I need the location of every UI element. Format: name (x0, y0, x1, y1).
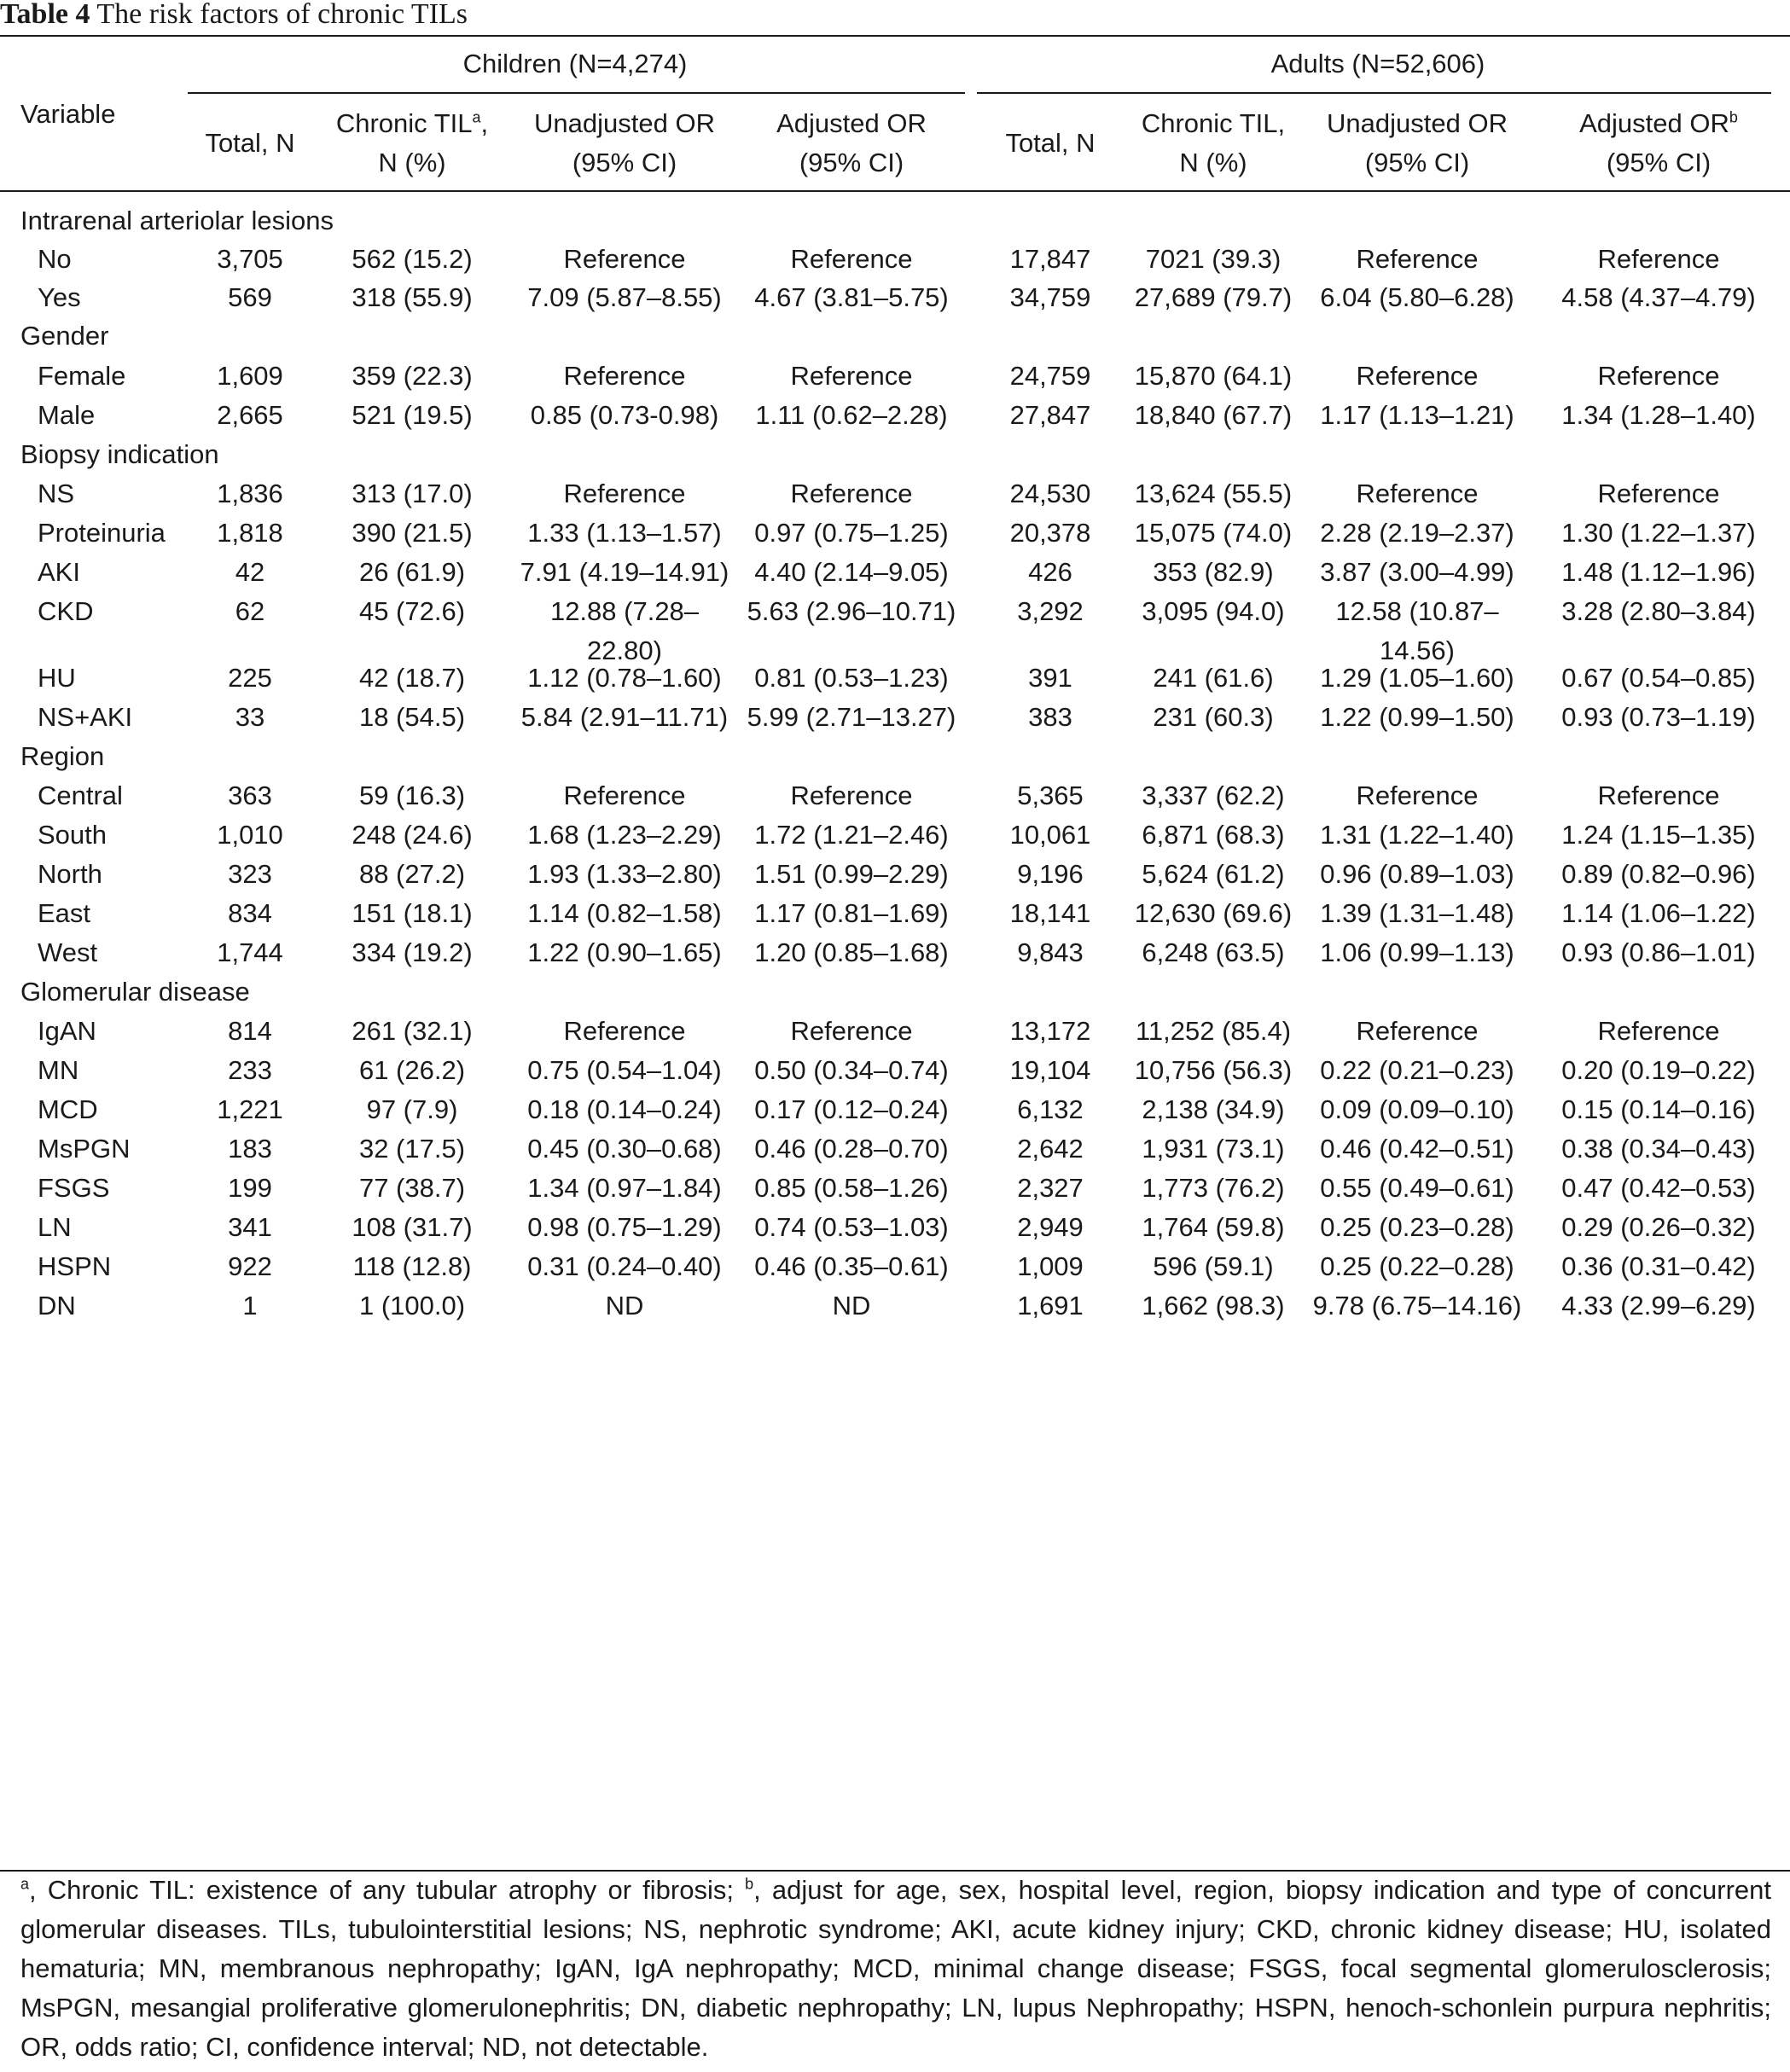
cell-a-unadj: 1.06 (0.99–1.13) (1320, 937, 1514, 967)
header-child-adj-ci: (95% CI) (799, 148, 904, 177)
cell-c-unadj: Reference (563, 1016, 686, 1046)
cell-c-adj: 0.17 (0.12–0.24) (754, 1094, 949, 1124)
cell-a-adj: 1.48 (1.12–1.96) (1561, 557, 1756, 587)
cell-c-total: 1 (242, 1291, 258, 1320)
cell-a-unadj: 6.04 (5.80–6.28) (1320, 282, 1514, 312)
cell-a-total: 383 (1028, 702, 1072, 732)
header-adult-adj (1579, 104, 1738, 143)
cell-c-chronic: 77 (38.7) (358, 1173, 466, 1203)
table-title: The risk factors of chronic TILs (96, 0, 468, 30)
cell-c-chronic: 521 (19.5) (352, 400, 473, 430)
cell-a-unadj: Reference (1356, 244, 1479, 274)
cell-c-total: 33 (235, 702, 265, 732)
cell-a-total: 3,292 (1017, 596, 1084, 626)
cell-c-adj: 0.74 (0.53–1.03) (754, 1212, 949, 1242)
cell-c-unadj: 0.45 (0.30–0.68) (527, 1134, 722, 1164)
row-label: East (38, 898, 91, 928)
cell-a-adj: 0.38 (0.34–0.43) (1561, 1134, 1756, 1164)
cell-a-unadj: 3.87 (3.00–4.99) (1320, 557, 1514, 587)
cell-c-total: 1,221 (217, 1094, 283, 1124)
cell-c-unadj: ND (605, 1291, 644, 1320)
header-adult-unadj-ci: (95% CI) (1364, 148, 1470, 177)
cell-c-chronic: 359 (22.3) (352, 361, 473, 391)
cell-c-unadj: 1.14 (0.82–1.58) (527, 898, 722, 928)
row-label: IgAN (38, 1016, 96, 1046)
footnote-part1: , Chronic TIL: existence of any tubular atrophy or fibrosis; (29, 1875, 746, 1905)
cell-a-adj: 0.67 (0.54–0.85) (1561, 663, 1756, 693)
cell-a-chronic: 241 (61.6) (1153, 663, 1274, 693)
cell-c-total: 341 (228, 1212, 272, 1242)
row-label: Central (38, 781, 123, 810)
cell-c-adj: 1.11 (0.62–2.28) (755, 400, 948, 430)
row-label: No (38, 244, 72, 274)
cell-a-total: 426 (1028, 557, 1072, 587)
cell-a-total: 10,061 (1009, 820, 1091, 850)
cell-a-adj: Reference (1597, 361, 1720, 391)
category-label: Region (20, 741, 105, 771)
footnote-sup-a: a (20, 1875, 30, 1893)
cell-a-unadj: Reference (1356, 479, 1479, 508)
cell-a-adj: 3.28 (2.80–3.84) (1561, 596, 1756, 626)
cell-c-total: 1,836 (217, 479, 283, 508)
cell-c-chronic: 42 (18.7) (358, 663, 466, 693)
cell-a-chronic: 18,840 (67.7) (1134, 400, 1293, 430)
cell-c-adj: 1.17 (0.81–1.69) (754, 898, 949, 928)
header-adult-chronic-unit: N (%) (1179, 148, 1247, 177)
cell-a-chronic: 13,624 (55.5) (1134, 479, 1293, 508)
cell-c-total: 363 (228, 781, 272, 810)
children-group-rule (188, 92, 965, 94)
cell-a-adj: 4.58 (4.37–4.79) (1561, 282, 1756, 312)
cell-c-chronic: 97 (7.9) (366, 1094, 458, 1124)
category-label: Intrarenal arteriolar lesions (20, 206, 334, 235)
cell-a-chronic: 1,662 (98.3) (1142, 1291, 1285, 1320)
cell-a-total: 24,759 (1009, 361, 1091, 391)
cell-c-unadj: Reference (563, 781, 686, 810)
header-adult-total: Total, N (1005, 128, 1096, 158)
cell-a-unadj: 1.22 (0.99–1.50) (1320, 702, 1514, 732)
row-label: HU (38, 663, 76, 693)
header-variable: Variable (20, 99, 116, 129)
cell-a-unadj: Reference (1356, 781, 1479, 810)
cell-a-total: 20,378 (1009, 518, 1091, 548)
cell-c-adj: 1.72 (1.21–2.46) (754, 820, 949, 850)
cell-a-adj: 4.33 (2.99–6.29) (1561, 1291, 1756, 1320)
cell-a-unadj: 1.31 (1.22–1.40) (1320, 820, 1514, 850)
cell-a-adj: 0.47 (0.42–0.53) (1561, 1173, 1756, 1203)
cell-a-chronic: 11,252 (85.4) (1135, 1016, 1292, 1046)
cell-a-unadj-cont: 14.56) (1380, 636, 1455, 665)
cell-a-chronic: 1,764 (59.8) (1142, 1212, 1285, 1242)
cell-c-chronic: 151 (18.1) (352, 898, 473, 928)
cell-c-unadj: 0.98 (0.75–1.29) (527, 1212, 722, 1242)
cell-c-adj: 0.81 (0.53–1.23) (754, 663, 949, 693)
row-label: HSPN (38, 1251, 112, 1281)
cell-c-chronic: 26 (61.9) (358, 557, 466, 587)
row-label: MCD (38, 1094, 98, 1124)
cell-c-chronic: 88 (27.2) (358, 859, 466, 889)
cell-c-unadj: 7.91 (4.19–14.91) (520, 557, 729, 587)
row-label: DN (38, 1291, 76, 1320)
cell-c-unadj: 1.68 (1.23–2.29) (527, 820, 722, 850)
cell-c-unadj: Reference (563, 479, 686, 508)
cell-c-adj: 0.50 (0.34–0.74) (754, 1055, 949, 1085)
cell-a-total: 391 (1028, 663, 1072, 693)
cell-c-adj: 4.67 (3.81–5.75) (754, 282, 949, 312)
cell-c-chronic: 1 (100.0) (358, 1291, 466, 1320)
cell-c-unadj: 12.88 (7.28– (549, 596, 700, 626)
adults-group-rule (977, 92, 1771, 94)
cell-a-total: 1,009 (1017, 1251, 1084, 1281)
footnote-marker-a: a (472, 108, 481, 126)
cell-c-adj: Reference (790, 479, 913, 508)
cell-c-unadj: 1.93 (1.33–2.80) (527, 859, 722, 889)
cell-a-chronic: 1,773 (76.2) (1142, 1173, 1285, 1203)
cell-c-chronic: 334 (19.2) (352, 937, 473, 967)
cell-a-total: 9,843 (1017, 937, 1084, 967)
cell-c-total: 323 (228, 859, 272, 889)
cell-c-adj: Reference (790, 244, 913, 274)
row-label: NS+AKI (38, 702, 133, 732)
cell-c-chronic: 118 (12.8) (352, 1251, 472, 1281)
cell-a-chronic: 353 (82.9) (1153, 557, 1274, 587)
cell-c-total: 814 (228, 1016, 272, 1046)
cell-a-total: 5,365 (1017, 781, 1084, 810)
header-adult-chronic: Chronic TIL, (1141, 108, 1286, 138)
cell-a-chronic: 6,248 (63.5) (1142, 937, 1285, 967)
cell-c-adj: Reference (790, 361, 913, 391)
cell-a-chronic: 7021 (39.3) (1145, 244, 1281, 274)
cell-a-chronic: 1,931 (73.1) (1142, 1134, 1285, 1164)
row-label: South (38, 820, 108, 850)
cell-c-chronic: 261 (32.1) (352, 1016, 473, 1046)
cell-c-total: 834 (228, 898, 272, 928)
cell-c-chronic: 32 (17.5) (358, 1134, 466, 1164)
header-child-chronic-tail: , (480, 108, 489, 138)
footnote-part2: , adjust for age, sex, hospital level, region, biopsy indication and type of concurrent glomerular diseases. TILs, tubulointerstitial lesions; NS, nephrotic syndrome; AKI, acute kidney injury; CKD, chronic kidney disease; HU, isolated hematuria; MN, membranous nephropathy; IgAN, IgA nephropathy; MCD, minimal change disease; FSGS, focal segmental glomerulosclerosis; MsPGN, mesangial proliferative glomerulonephritis; DN, diabetic nephropathy; LN, lupus Nephropathy; HSPN, henoch-schonlein purpura nephritis; OR, odds ratio; CI, confidence interval; ND, not detectable. (20, 1875, 1771, 2062)
cell-c-unadj: Reference (563, 361, 686, 391)
cell-a-adj: 0.20 (0.19–0.22) (1561, 1055, 1756, 1085)
cell-c-adj: 4.40 (2.14–9.05) (754, 557, 949, 587)
cell-a-chronic: 6,871 (68.3) (1142, 820, 1285, 850)
cell-c-adj: Reference (790, 781, 913, 810)
cell-a-adj: 0.89 (0.82–0.96) (1561, 859, 1756, 889)
cell-a-total: 2,642 (1017, 1134, 1084, 1164)
cell-a-chronic: 15,075 (74.0) (1134, 518, 1293, 548)
cell-c-adj: 0.97 (0.75–1.25) (754, 518, 949, 548)
cell-c-total: 42 (235, 557, 265, 587)
header-child-chronic (336, 104, 488, 143)
row-label: Male (38, 400, 96, 430)
cell-a-total: 1,691 (1017, 1291, 1084, 1320)
cell-c-adj: 0.46 (0.35–0.61) (754, 1251, 949, 1281)
category-label: Gender (20, 321, 109, 351)
cell-c-total: 199 (228, 1173, 272, 1203)
row-label: Yes (38, 282, 81, 312)
cell-a-chronic: 231 (60.3) (1153, 702, 1274, 732)
cell-c-adj: 0.46 (0.28–0.70) (754, 1134, 949, 1164)
cell-c-total: 183 (228, 1134, 272, 1164)
cell-a-adj: 0.93 (0.86–1.01) (1561, 937, 1756, 967)
cell-c-unadj-cont: 22.80) (587, 636, 662, 665)
header-child-chronic-unit: N (%) (378, 148, 446, 177)
header-child-chronic-text: Chronic TIL (335, 108, 473, 138)
cell-a-unadj: Reference (1356, 1016, 1479, 1046)
cell-a-unadj: 0.22 (0.21–0.23) (1320, 1055, 1514, 1085)
cell-a-total: 18,141 (1009, 898, 1091, 928)
cell-a-unadj: 1.39 (1.31–1.48) (1320, 898, 1514, 928)
cell-c-total: 1,818 (217, 518, 283, 548)
cell-c-unadj: 0.31 (0.24–0.40) (527, 1251, 722, 1281)
cell-c-unadj: 1.12 (0.78–1.60) (527, 663, 722, 693)
cell-c-chronic: 248 (24.6) (352, 820, 473, 850)
cell-a-unadj: 0.25 (0.23–0.28) (1320, 1212, 1514, 1242)
cell-c-chronic: 61 (26.2) (358, 1055, 466, 1085)
cell-a-adj: Reference (1597, 781, 1720, 810)
cell-a-chronic: 3,095 (94.0) (1142, 596, 1285, 626)
header-adult-unadj: Unadjusted OR (1327, 108, 1508, 138)
cell-a-adj: 0.29 (0.26–0.32) (1561, 1212, 1756, 1242)
cell-a-adj: 1.24 (1.15–1.35) (1561, 820, 1756, 850)
cell-a-total: 13,172 (1009, 1016, 1091, 1046)
cell-a-adj: 1.14 (1.06–1.22) (1561, 898, 1756, 928)
cell-c-unadj: 7.09 (5.87–8.55) (527, 282, 722, 312)
top-rule (0, 35, 1790, 37)
category-label: Biopsy indication (20, 439, 219, 469)
cell-a-adj: 1.34 (1.28–1.40) (1561, 400, 1756, 430)
row-label: Proteinuria (38, 518, 166, 548)
cell-a-total: 2,327 (1017, 1173, 1084, 1203)
row-label: MsPGN (38, 1134, 131, 1164)
cell-c-total: 3,705 (217, 244, 283, 274)
category-label: Glomerular disease (20, 977, 250, 1007)
cell-c-total: 1,010 (217, 820, 283, 850)
header-children-group: Children (N=4,274) (462, 49, 688, 78)
cell-a-adj: 0.15 (0.14–0.16) (1561, 1094, 1756, 1124)
row-label: FSGS (38, 1173, 110, 1203)
footnote-sup-b: b (745, 1875, 754, 1893)
cell-a-unadj: 9.78 (6.75–14.16) (1312, 1291, 1522, 1320)
header-child-unadj-ci: (95% CI) (572, 148, 677, 177)
cell-c-total: 1,744 (217, 937, 283, 967)
header-adult-adj-text: Adjusted OR (1579, 108, 1729, 138)
row-label: West (38, 937, 98, 967)
cell-c-total: 2,665 (217, 400, 283, 430)
cell-a-unadj: Reference (1356, 361, 1479, 391)
cell-a-chronic: 12,630 (69.6) (1134, 898, 1293, 928)
cell-a-unadj: 0.46 (0.42–0.51) (1320, 1134, 1514, 1164)
cell-a-adj: 0.93 (0.73–1.19) (1561, 702, 1756, 732)
cell-a-unadj: 1.29 (1.05–1.60) (1320, 663, 1514, 693)
cell-a-unadj: 0.55 (0.49–0.61) (1320, 1173, 1514, 1203)
cell-c-chronic: 18 (54.5) (358, 702, 466, 732)
cell-a-unadj: 0.09 (0.09–0.10) (1320, 1094, 1514, 1124)
header-adults-group: Adults (N=52,606) (1270, 49, 1485, 78)
cell-a-total: 17,847 (1009, 244, 1091, 274)
cell-c-total: 62 (235, 596, 265, 626)
cell-c-chronic: 562 (15.2) (352, 244, 473, 274)
cell-c-chronic: 108 (31.7) (352, 1212, 473, 1242)
cell-a-unadj: 2.28 (2.19–2.37) (1320, 518, 1514, 548)
cell-a-total: 34,759 (1009, 282, 1091, 312)
cell-a-chronic: 27,689 (79.7) (1134, 282, 1293, 312)
cell-c-chronic: 45 (72.6) (358, 596, 466, 626)
table-caption (0, 0, 468, 29)
cell-a-adj: Reference (1597, 479, 1720, 508)
cell-c-adj: 1.20 (0.85–1.68) (754, 937, 949, 967)
cell-a-chronic: 3,337 (62.2) (1142, 781, 1285, 810)
cell-c-total: 569 (228, 282, 272, 312)
cell-a-chronic: 15,870 (64.1) (1134, 361, 1293, 391)
cell-c-chronic: 59 (16.3) (358, 781, 466, 810)
cell-a-adj: Reference (1597, 1016, 1720, 1046)
cell-c-adj: Reference (790, 1016, 913, 1046)
cell-a-chronic: 5,624 (61.2) (1142, 859, 1285, 889)
cell-c-adj: 0.85 (0.58–1.26) (754, 1173, 949, 1203)
header-rule (0, 190, 1790, 192)
header-adult-adj-ci: (95% CI) (1606, 148, 1712, 177)
row-label: AKI (38, 557, 80, 587)
cell-c-total: 225 (228, 663, 272, 693)
cell-a-adj: 1.30 (1.22–1.37) (1561, 518, 1756, 548)
row-label: CKD (38, 596, 94, 626)
footnote-marker-b: b (1729, 108, 1738, 126)
row-label: MN (38, 1055, 79, 1085)
cell-c-unadj: 1.22 (0.90–1.65) (527, 937, 722, 967)
cell-c-adj: 5.99 (2.71–13.27) (747, 702, 956, 732)
cell-a-adj: Reference (1597, 244, 1720, 274)
cell-c-unadj: Reference (563, 244, 686, 274)
cell-c-unadj: 0.85 (0.73-0.98) (530, 400, 719, 430)
cell-c-total: 922 (228, 1251, 272, 1281)
cell-c-chronic: 390 (21.5) (352, 518, 473, 548)
cell-c-unadj: 0.75 (0.54–1.04) (527, 1055, 722, 1085)
cell-c-unadj: 1.33 (1.13–1.57) (527, 518, 722, 548)
row-label: LN (38, 1212, 72, 1242)
row-label: NS (38, 479, 75, 508)
cell-a-total: 9,196 (1017, 859, 1084, 889)
cell-a-total: 27,847 (1009, 400, 1091, 430)
cell-a-unadj: 12.58 (10.87– (1335, 596, 1499, 626)
cell-a-chronic: 10,756 (56.3) (1134, 1055, 1293, 1085)
cell-c-adj: 1.51 (0.99–2.29) (754, 859, 949, 889)
header-child-unadj: Unadjusted OR (534, 108, 715, 138)
cell-c-unadj: 0.18 (0.14–0.24) (527, 1094, 722, 1124)
cell-a-chronic: 2,138 (34.9) (1142, 1094, 1285, 1124)
cell-a-chronic: 596 (59.1) (1153, 1251, 1274, 1281)
header-child-adj: Adjusted OR (776, 108, 927, 138)
cell-a-unadj: 0.96 (0.89–1.03) (1320, 859, 1514, 889)
cell-a-unadj: 1.17 (1.13–1.21) (1320, 400, 1514, 430)
cell-c-unadj: 5.84 (2.91–11.71) (520, 702, 729, 732)
table-label: Table 4 (0, 0, 90, 30)
cell-a-total: 24,530 (1009, 479, 1091, 508)
row-label: North (38, 859, 102, 889)
cell-c-chronic: 318 (55.9) (352, 282, 473, 312)
cell-a-adj: 0.36 (0.31–0.42) (1561, 1251, 1756, 1281)
cell-c-unadj: 1.34 (0.97–1.84) (527, 1173, 722, 1203)
cell-c-total: 233 (228, 1055, 272, 1085)
cell-a-total: 6,132 (1017, 1094, 1084, 1124)
row-label: Female (38, 361, 126, 391)
cell-c-chronic: 313 (17.0) (352, 479, 473, 508)
cell-a-unadj: 0.25 (0.22–0.28) (1320, 1251, 1514, 1281)
cell-c-total: 1,609 (217, 361, 283, 391)
footnote (20, 1871, 1771, 2067)
cell-c-adj: ND (832, 1291, 871, 1320)
header-child-total: Total, N (205, 128, 295, 158)
cell-c-adj: 5.63 (2.96–10.71) (747, 596, 956, 626)
cell-a-total: 19,104 (1009, 1055, 1091, 1085)
cell-a-total: 2,949 (1017, 1212, 1084, 1242)
